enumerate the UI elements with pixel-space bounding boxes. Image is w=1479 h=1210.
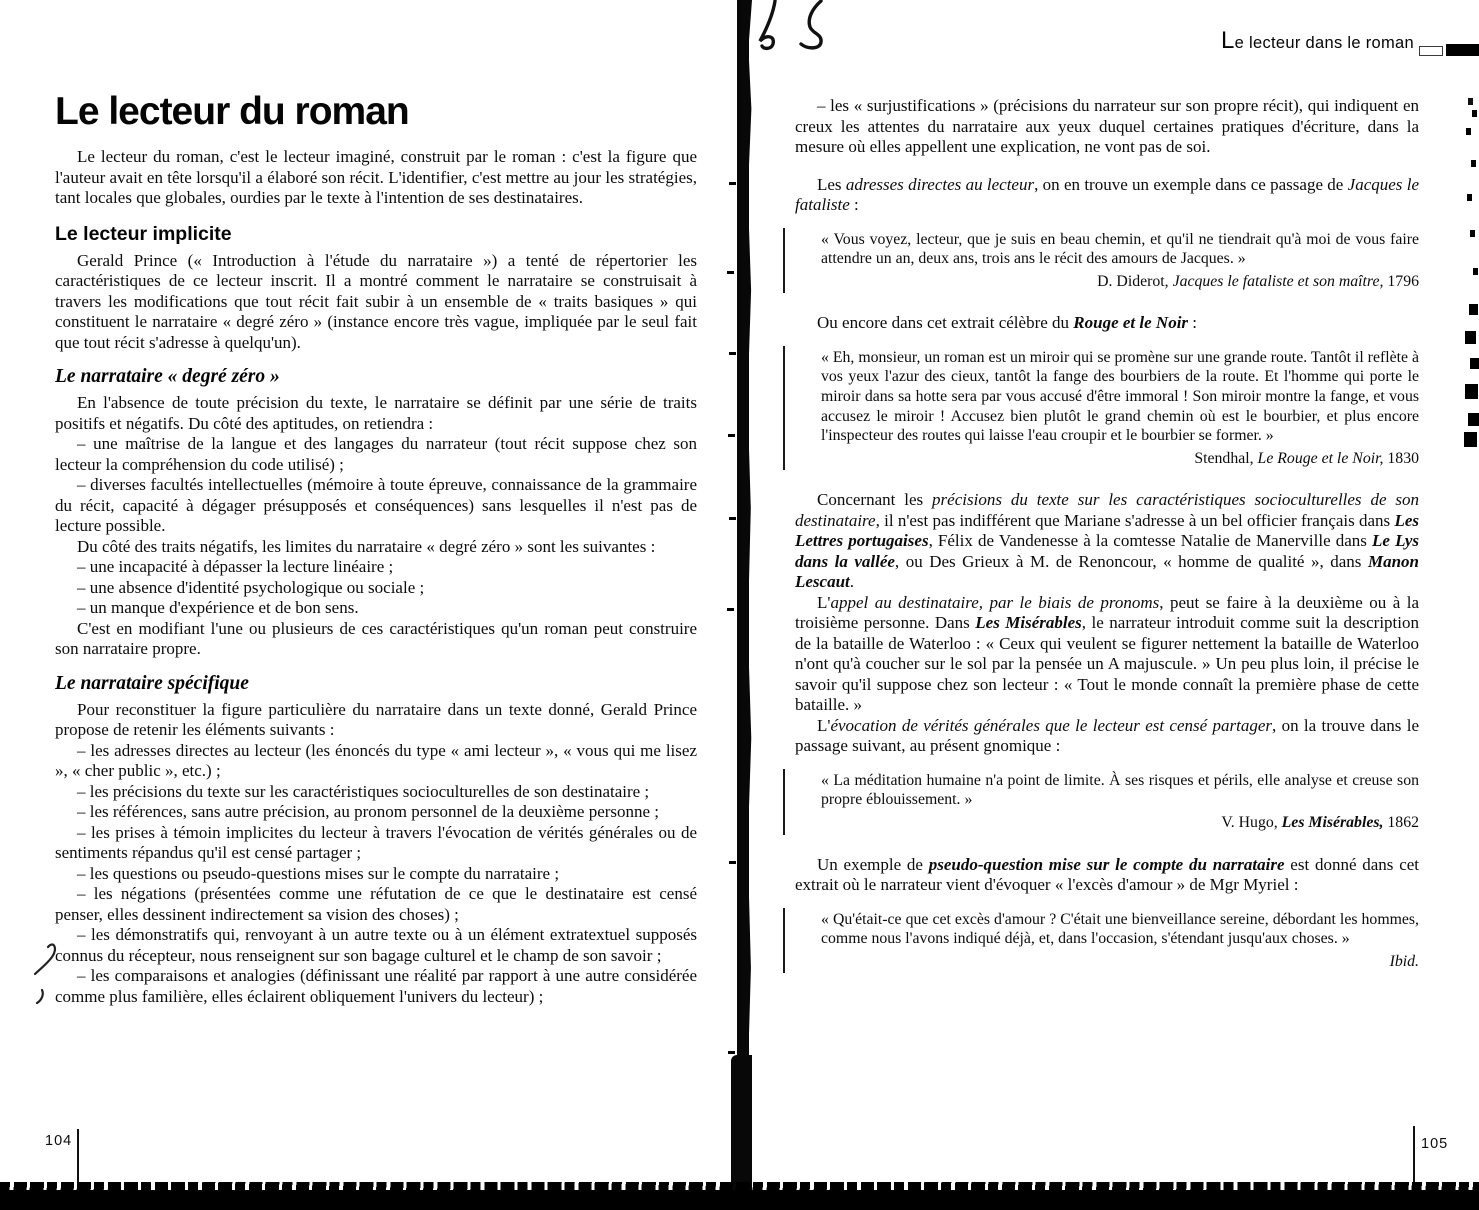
list-item: – les négations (présentées comme une réfutation de ce que le destinataire est censé penser, elles dessinent indirectement sa vision des choses) ; — [55, 884, 697, 924]
paragraph: C'est en modifiant l'une ou plusieurs de ces caractéristiques qu'un roman peut construire son narrataire propre. — [55, 618, 697, 658]
quote-attribution: D. Diderot, Jacques le fataliste et son maître, 1796 — [1097, 272, 1419, 290]
quote-block-stendhal — [783, 346, 1419, 471]
list-item: – les précisions du texte sur les caractéristiques socioculturelles de son destinataire ; — [77, 781, 650, 801]
paragraph: Les adresses directes au lecteur, on en trouve un exemple dans ce passage de Jacques le fataliste : — [795, 174, 1419, 214]
list-item: – une absence d'identité psychologique ou sociale ; — [77, 577, 425, 597]
handwritten-margin-mark — [31, 938, 63, 1006]
scan-edge-artifacts — [1468, 98, 1473, 105]
list-item: – les comparaisons et analogies (définissant une réalité par rapport à une autre considérée comme plus familière, elles éclairent obliquement l'univers du lecteur) ; — [55, 966, 697, 1006]
right-page — [795, 96, 1419, 993]
quote-block-hugo — [783, 769, 1419, 835]
list-item: – les « surjustifications » (précisions du narrateur sur son propre récit), qui indiquent en creux les attentes du narrataire aux yeux duquel certaines pratiques d'écriture, dans la mesure où elles appellent une explication, ne vont pas de soi. — [795, 96, 1419, 156]
footer-rule — [77, 1129, 79, 1187]
paragraph: Un exemple de pseudo-question mise sur le compte du narrataire est donné dans cet extrait où le narrateur vient d'évoquer « l'excès d'amour » de Mgr Myriel : — [795, 854, 1420, 895]
paragraph: Gerald Prince (« Introduction à l'étude du narrataire ») a tenté de répertorier les caractéristiques de ce lecteur inscrit. Il a montré comment le narrataire se construisait à travers les modifications que tout récit fait subir à un ensemble de « traits basiques » qui constituent le narrataire « degré zéro » (instance encore très vague, impliquée par le seul fait que tout récit s'adresse à quelqu'un). — [55, 250, 697, 352]
list-item: – les questions ou pseudo-questions mises sur le compte du narrataire ; — [77, 863, 560, 883]
running-head-initial: L — [1221, 27, 1235, 54]
list-item: – les prises à témoin implicites du lecteur à travers l'évocation de vérités générales ou de sentiments répandus qu'il est censé partager ; — [55, 822, 697, 862]
list-item: – les adresses directes au lecteur (les énoncés du type « ami lecteur », « vous qui me lisez », « cher public », etc.) ; — [55, 740, 697, 780]
paragraph: Ou encore dans cet extrait célèbre du Rouge et le Noir : — [817, 313, 1198, 333]
paragraph: L'évocation de vérités générales que le lecteur est censé partager, on la trouve dans le passage suivant, au présent gnomique : — [795, 715, 1419, 756]
list-item: – une maîtrise de la langue et des langages du narrateur (tout récit suppose chez son lecteur la compréhension du code utilisé) ; — [55, 434, 697, 474]
list-item: – une incapacité à dépasser la lecture linéaire ; — [77, 557, 394, 576]
running-head-text: e lecteur dans le roman — [1234, 34, 1414, 52]
intro-paragraph: Le lecteur du roman, c'est le lecteur imaginé, construit par le roman : c'est la figure que l'auteur avait en tête lorsqu'il a élaboré son récit. L'identifier, c'est mettre au jour les stratégies, tant locales que globales, ourdies par le texte à l'intention de ses destinataires. — [55, 147, 697, 207]
left-page — [55, 90, 697, 1007]
list-item: – diverses facultés intellectuelles (mémoire à toute épreuve, connaissance de la grammaire du récit, capacité à dégager présupposés et conséquences) sans lesquelles il n'est pas de lecture possible. — [55, 475, 697, 535]
quote-text: « Eh, monsieur, un roman est un miroir qui se promène sur une grande route. Tantôt il reflète à vos yeux l'azur des cieux, tantôt la fange des bourbiers de la route. Et l'homme qui porte le miroir dans sa hotte sera par vous accusé d'être immoral ! Son miroir montre la fange, et vous accusez le miroir ! Accusez bien plutôt le grand chemin où est le bourbier, et plus encore l'inspecteur des routes qui laisse l'eau croupir et le bourbier se former. » — [821, 348, 1419, 445]
list-item: – les références, sans autre précision, au pronom personnel de la deuxième personne ; — [77, 802, 660, 821]
page-title: Le lecteur du roman — [55, 90, 409, 133]
book-gutter-shadow-edge — [746, 0, 752, 1210]
scan-bottom-band — [0, 1190, 1479, 1210]
quote-text: « La méditation humaine n'a point de limite. À ses risques et périls, elle analyse et creuse son propre éblouissement. » — [821, 771, 1419, 809]
paragraph: Du côté des traits négatifs, les limites du narrataire « degré zéro » sont les suivantes : — [77, 536, 656, 556]
handwritten-page-note — [757, 0, 841, 54]
footer-rule — [1413, 1126, 1415, 1188]
quote-text: « Qu'était-ce que cet excès d'amour ? C'était une bienveillance sereine, débordant les hommes, comme nous l'avons indiqué déjà, et, dans l'occasion, s'étendant jusqu'aux choses. » — [821, 910, 1419, 948]
page-number-left: 104 — [45, 1133, 73, 1149]
quote-block-myriel — [783, 908, 1419, 974]
running-head-rule-outline — [1419, 46, 1443, 56]
heading-lecteur-implicite: Le lecteur implicite — [55, 222, 232, 245]
list-item: – un manque d'expérience et de bon sens. — [77, 598, 359, 617]
quote-attribution: Ibid. — [1389, 952, 1419, 970]
quote-text: « Vous voyez, lecteur, que je suis en beau chemin, et qu'il ne tiendrait qu'à moi de vous faire attendre un an, deux ans, trois ans le récit des amours de Jacques. » — [821, 230, 1419, 268]
running-head — [1000, 27, 1414, 54]
quote-attribution: V. Hugo, Les Misérables, 1862 — [1221, 814, 1419, 832]
quote-attribution: Stendhal, Le Rouge et le Noir, 1830 — [1194, 449, 1419, 467]
paragraph: L'appel au destinataire, par le biais de pronoms, peut se faire à la deuxième ou à la troisième personne. Dans Les Misérables, le narrateur introduit comme suit la description de la bataille de Waterloo : « Ceux qui veulent se figurer nettement la bataille de Waterloo n'ont qu'à coucher sur le sol par la pensée un A majuscule. » Un peu plus loin, il précise le savoir qu'il suppose chez son lecteur : « Tout le monde connaît la première phase de cette bataille. » — [795, 592, 1419, 715]
page-number-right: 105 — [1421, 1136, 1449, 1152]
paragraph: Pour reconstituer la figure particulière du narrataire dans un texte donné, Gerald Prince propose de retenir les éléments suivants : — [55, 699, 697, 739]
heading-narrataire-specifique: Le narrataire spécifique — [55, 672, 249, 694]
paragraph: Concernant les précisions du texte sur les caractéristiques socioculturelles de son destinataire, il n'est pas indifférent que Mariane s'adresse à un bel officier français dans Les Lettres portugaises, Félix de Vandenesse à la comtesse Natalie de Manerville dans Le Lys dans la vallée, ou Des Grieux à M. de Renoncour, « homme de qualité », dans Manon Lescaut. — [795, 490, 1420, 592]
quote-block-diderot — [783, 228, 1419, 294]
list-item: – les démonstratifs qui, renvoyant à un autre texte ou à un élément extratextuel supposés connus du récepteur, nous renseignent sur son bagage culturel et le champ de son savoir ; — [55, 925, 697, 965]
running-head-rule-solid — [1446, 44, 1479, 56]
paragraph: En l'absence de toute précision du texte, le narrataire se définit par une série de traits positifs et négatifs. Du côté des aptitudes, on retiendra : — [55, 393, 697, 433]
heading-narrataire-degre-zero: Le narrataire « degré zéro » — [55, 366, 280, 387]
scan-margin-ticks — [729, 0, 736, 3]
